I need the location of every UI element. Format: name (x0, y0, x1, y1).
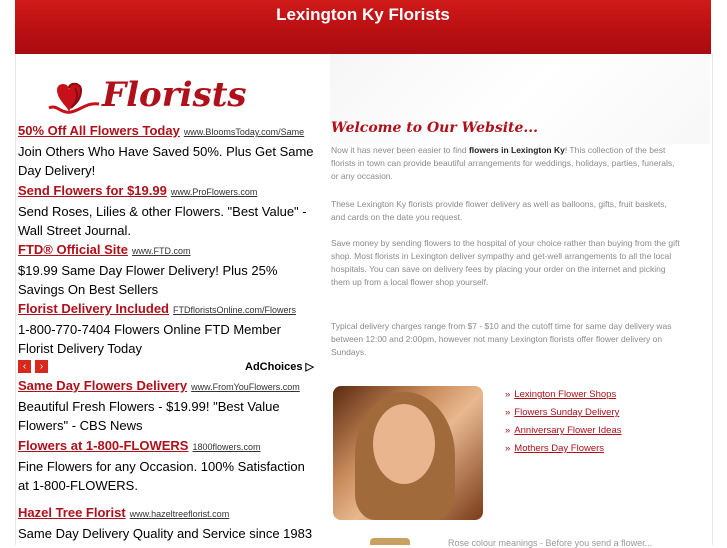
text: ! This collection of the best florists in town can provide beautiful arrangements for weddings, holidays, parties, funerals, or any occasion. (331, 145, 675, 181)
ad-title[interactable]: Hazel Tree Florist (18, 505, 126, 520)
ad-title[interactable]: FTD® Official Site (18, 242, 128, 257)
ad-description: 1-800-770-7404 Flowers Online FTD Member Florist Delivery Today (18, 322, 281, 356)
ad-item[interactable] (18, 300, 318, 358)
ad-url[interactable]: www.FromYouFlowers.com (191, 382, 300, 392)
related-links (505, 386, 621, 458)
ad-item[interactable] (18, 182, 318, 240)
ad-description: Send Roses, Lilies & other Flowers. "Best Value" - Wall Street Journal. (18, 204, 307, 238)
ad-title[interactable]: Florist Delivery Included (18, 301, 169, 316)
next-ad-arrow-icon[interactable]: › (35, 360, 48, 373)
text: Now it has never been easier to find (331, 145, 469, 155)
ad-description: Same Day Delivery Quality and Service since 1983 (18, 526, 313, 541)
rose-meanings-text: Rose colour meanings - Before you send a flower... (448, 538, 653, 548)
bullet-icon: » (505, 425, 511, 436)
link-label[interactable]: Anniversary Flower Ideas (514, 425, 622, 436)
bullet-icon: » (505, 389, 511, 400)
ad-title[interactable]: Same Day Flowers Delivery (18, 378, 188, 393)
ad-url[interactable]: FTDfloristsOnline.com/Flowers (173, 305, 297, 315)
bold-keyword: flowers in Lexington Ky (468, 145, 565, 155)
intro-paragraph (331, 144, 681, 183)
ad-item[interactable] (18, 122, 318, 180)
ad-url[interactable]: www.ProFlowers.com (170, 187, 258, 197)
ad-description: Beautiful Fresh Flowers - $19.99! "Best Value Flowers" - CBS News (18, 399, 280, 433)
ad-description: $19.99 Same Day Flower Delivery! Plus 25% Savings On Best Sellers (18, 263, 278, 297)
ad-description: Join Others Who Have Saved 50%. Plus Get Same Day Delivery! (18, 144, 314, 178)
link-anniversary-flower-ideas[interactable] (505, 422, 621, 440)
link-flowers-sunday-delivery[interactable] (505, 404, 621, 422)
rose-thumbnail (370, 538, 410, 545)
ad-url[interactable]: www.FTD.com (131, 246, 191, 256)
prev-ad-arrow-icon[interactable]: ‹ (18, 360, 31, 373)
ad-title[interactable]: Flowers at 1-800-FLOWERS (18, 438, 189, 453)
delivery-paragraph: Typical delivery charges range from $7 - $10 and the cutoff time for same day delivery was between 12:00 and 2:00pm, however not many Lexington florists offer flower delivery on Sundays. (331, 321, 672, 357)
bullet-icon: » (505, 443, 511, 454)
ad-url[interactable]: www.hazeltreeflorist.com (129, 509, 230, 519)
ad-url[interactable]: www.BloomsToday.com/Same (183, 127, 305, 137)
ad-title[interactable]: Send Flowers for $19.99 (18, 183, 167, 198)
adchoices-link[interactable]: AdChoices ▷ (245, 361, 314, 373)
ad-item[interactable] (18, 437, 318, 495)
welcome-heading: Welcome to Our Website... (331, 120, 539, 136)
link-label[interactable]: Lexington Flower Shops (514, 389, 617, 400)
link-label[interactable]: Mothers Day Flowers (514, 443, 605, 454)
hospital-paragraph: Save money by sending flowers to the hospital of your choice rather than buying from the gift shop. Most florists in Lexington deliver sympathy and get-well arrangements to all the local hospitals. You can save on delivery fees by placing your order on the internet and picking them up from a local flower shop yourself. (331, 238, 680, 287)
page-title: Lexington Ky Florists (276, 5, 450, 24)
link-lexington-flower-shops[interactable] (505, 386, 621, 404)
ad-navigation (18, 360, 318, 374)
site-header (15, 0, 711, 54)
ad-item[interactable] (18, 504, 318, 543)
face-shape (373, 404, 435, 484)
woman-with-flowers-photo (333, 386, 483, 520)
services-paragraph: These Lexington Ky florists provide flower delivery as well as balloons, gifts, fruit baskets, and cards on the date you request. (331, 199, 667, 222)
bullet-icon: » (505, 407, 511, 418)
link-label[interactable]: Flowers Sunday Delivery (514, 407, 620, 418)
heart-logo-icon (47, 78, 103, 118)
ad-url[interactable]: 1800flowers.com (192, 442, 261, 452)
ad-title[interactable]: 50% Off All Flowers Today (18, 123, 180, 138)
florists-logo[interactable] (47, 72, 247, 118)
link-mothers-day-flowers[interactable] (505, 440, 621, 458)
ad-item[interactable] (18, 377, 318, 435)
ad-item[interactable] (18, 241, 318, 299)
ad-description: Fine Flowers for any Occasion. 100% Satisfaction at 1-800-FLOWERS. (18, 459, 305, 493)
logo-text: Florists (102, 75, 247, 115)
